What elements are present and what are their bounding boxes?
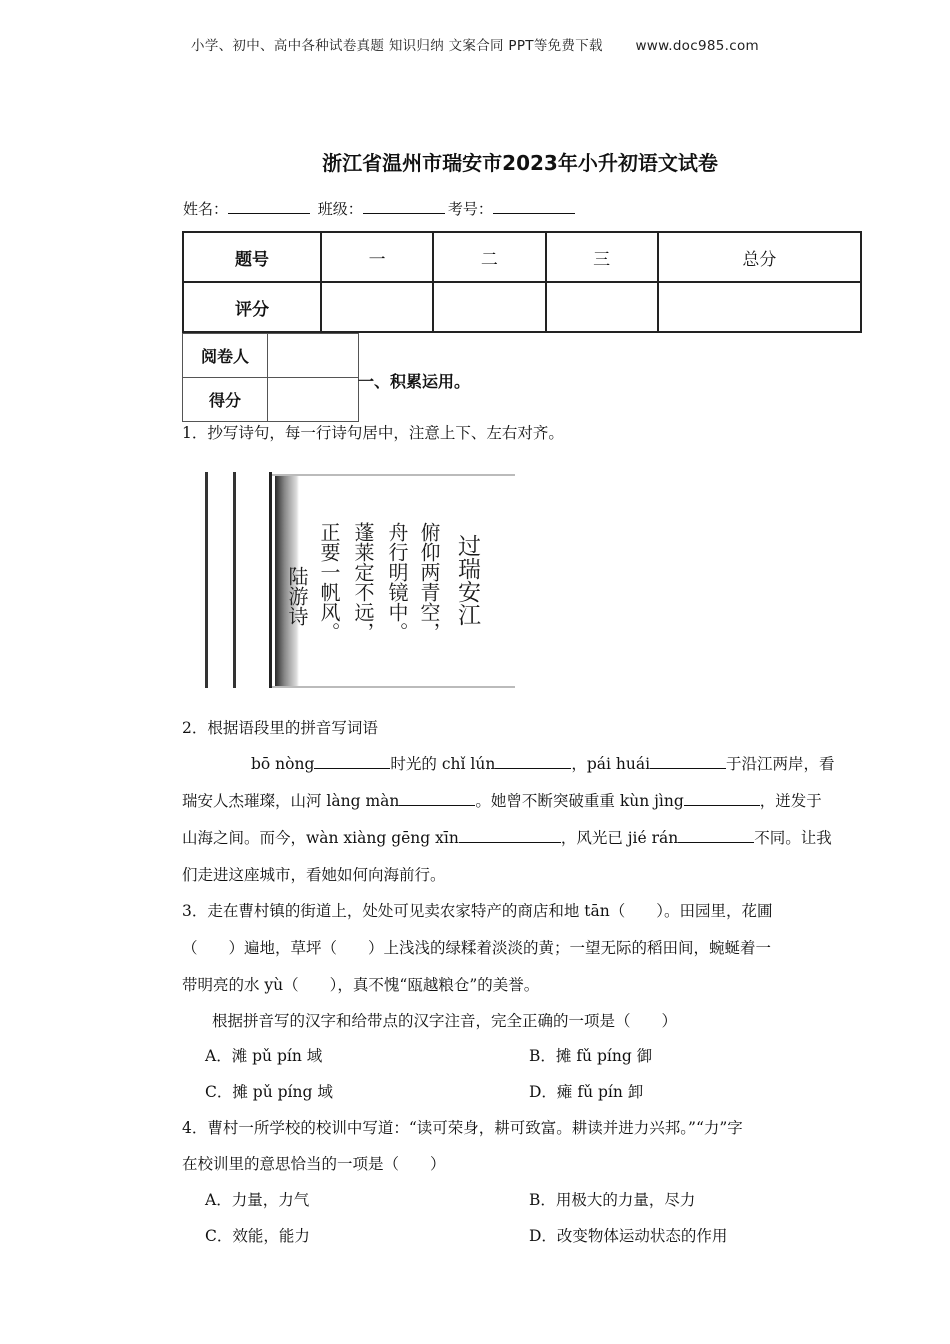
q3-line: （ ）遍地，草坪（ ）上浅浅的绿糅着淡淡的黄；一望无际的稻田间，蜿蜒着一 [182, 939, 772, 957]
answer-blank[interactable] [399, 789, 475, 806]
q3-option-a[interactable]: A．滩 pǔ pín 域 [205, 1047, 323, 1065]
answer-blank[interactable] [314, 752, 390, 769]
poem-line: 蓬莱定不远， [351, 522, 375, 642]
page-header [0, 34, 950, 54]
poem-top-edge [272, 474, 515, 476]
exam-no-blank[interactable] [493, 199, 575, 214]
class-blank[interactable] [363, 199, 445, 214]
class-label: 班级： [317, 200, 363, 218]
q2-segment: 时光的 chǐ lún [390, 755, 496, 773]
q2-segment: 山海之间。而今，wàn xiàng gēng xīn [182, 829, 459, 847]
q2-segment: ，迸发于 [759, 792, 822, 810]
poem-line: 俯仰两青空， [417, 522, 441, 642]
exam-no-label: 考号： [447, 200, 493, 218]
score-header-cell: 题号 [183, 232, 321, 282]
score-cell[interactable] [433, 282, 545, 332]
q2-segment: 不同。让我 [754, 829, 832, 847]
answer-blank[interactable] [495, 752, 571, 769]
q2-segment: bō nòng [251, 755, 315, 773]
poem-border-line [269, 472, 272, 688]
poem-bottom-edge [272, 686, 515, 688]
q2-paragraph-line [251, 746, 835, 783]
answer-blank[interactable] [459, 826, 561, 843]
q3-stem: 根据拼音写的汉字和给带点的汉字注音，完全正确的一项是（ ） [212, 1012, 678, 1030]
header-site[interactable]: www.doc985.com [635, 38, 759, 54]
answer-blank[interactable] [650, 752, 726, 769]
q3-option-c[interactable]: C．摊 pǔ píng 域 [205, 1083, 333, 1101]
score-cell[interactable] [658, 282, 861, 332]
q2-paragraph-line: 们走进这座城市，看她如何向海前行。 [182, 866, 446, 884]
name-blank[interactable] [228, 199, 310, 214]
grader-score-label: 得分 [183, 378, 268, 422]
poem-border-line [233, 472, 236, 688]
answer-blank[interactable] [684, 789, 760, 806]
poem-author: 陆游诗 [285, 566, 309, 626]
reviewer-cell[interactable] [268, 334, 359, 378]
q3-line: 带明亮的水 yù（ ），真不愧“瓯越粮仓”的美誉。 [182, 976, 540, 994]
poem-border-line [205, 472, 208, 688]
name-label: 姓名： [183, 200, 229, 218]
score-header-cell: 二 [433, 232, 545, 282]
q2-segment: 瑞安人杰璀璨，山河 làng màn [182, 792, 400, 810]
score-cell[interactable] [321, 282, 433, 332]
score-cell[interactable] [546, 282, 658, 332]
q2-segment: ，pái huái [571, 755, 651, 773]
score-header-cell: 三 [546, 232, 658, 282]
student-info [183, 198, 578, 219]
header-text: 小学、初中、高中各种试卷真题 知识归纳 文案合同 PPT等免费下载 [191, 38, 603, 54]
score-header-cell: 一 [321, 232, 433, 282]
q4-line: 4．曹村一所学校的校训中写道：“读可荣身，耕可致富。耕读并进力兴邦。”“力”字 [182, 1119, 743, 1137]
q3-line: 3．走在曹村镇的街道上，处处可见卖农家特产的商店和地 tān（ ）。田园里，花圃 [182, 902, 773, 920]
reviewer-label: 阅卷人 [183, 334, 268, 378]
q4-option-b[interactable]: B．用极大的力量，尽力 [529, 1191, 696, 1209]
q4-line: 在校训里的意思恰当的一项是（ ） [182, 1155, 446, 1173]
poem-title: 过瑞安江 [454, 534, 480, 626]
score-header-cell: 总分 [658, 232, 861, 282]
q2-paragraph-line [182, 820, 832, 857]
q2-segment: ，风光已 jié rán [560, 829, 679, 847]
poem-line: 舟行明镜中。 [385, 522, 409, 642]
score-value-row [183, 282, 861, 332]
poem-line: 正要一帆风。 [317, 522, 341, 642]
q2-segment: 。她曾不断突破重重 kùn jìng [475, 792, 684, 810]
q3-option-d[interactable]: D．瘫 fǔ pín 卸 [529, 1083, 644, 1101]
section-heading: 一、积累运用。 [358, 372, 471, 391]
score-header-row [183, 232, 861, 282]
q1-text: 1．抄写诗句，每一行诗句居中，注意上下、左右对齐。 [182, 424, 564, 442]
grader-table [182, 333, 359, 422]
q3-option-b[interactable]: B．摊 fǔ píng 御 [529, 1047, 653, 1065]
q4-option-c[interactable]: C．效能，能力 [205, 1227, 310, 1245]
q2-paragraph-line [182, 783, 822, 820]
poem-image [203, 470, 515, 690]
q4-option-a[interactable]: A．力量，力气 [205, 1191, 310, 1209]
q2-segment: 于沿江两岸，看 [726, 755, 835, 773]
q2-text: 2．根据语段里的拼音写词语 [182, 719, 378, 737]
exam-title: 浙江省温州市瑞安市2023年小升初语文试卷 [322, 151, 718, 175]
score-table [182, 231, 862, 333]
answer-blank[interactable] [678, 826, 754, 843]
score-row-label: 评分 [183, 282, 321, 332]
q4-option-d[interactable]: D．改变物体运动状态的作用 [529, 1227, 728, 1245]
